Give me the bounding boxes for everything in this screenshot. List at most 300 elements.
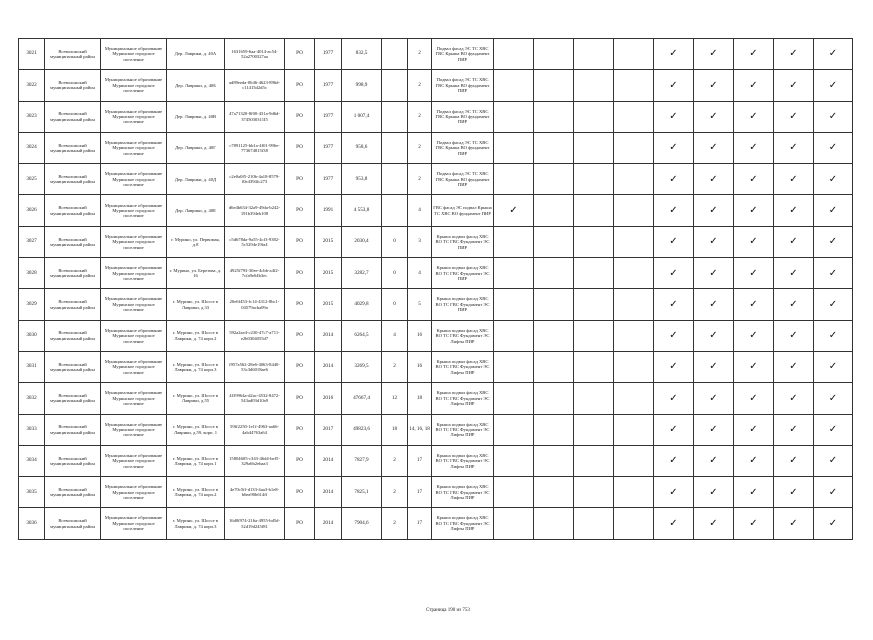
year-cell: 2015 <box>315 258 342 289</box>
empty-check-cell <box>574 320 614 351</box>
district-cell: Всеволожский муниципальный район <box>45 508 101 539</box>
count-a-cell: 2 <box>382 508 408 539</box>
checkmark-icon: ✓ <box>734 101 774 132</box>
area-cell: 953,8 <box>342 164 382 195</box>
empty-check-cell <box>534 195 574 226</box>
district-cell: Всеволожский муниципальный район <box>45 445 101 476</box>
code-cell: РО <box>285 477 315 508</box>
works-cell: Подвал фасад ЭС ТС ХВС ГВС Крыша ВО фундамент ПИР <box>432 132 494 163</box>
district-cell: Всеволожский муниципальный район <box>45 39 101 70</box>
checkmark-icon: ✓ <box>654 195 694 226</box>
area-cell: 4029,8 <box>342 289 382 320</box>
empty-check-cell <box>574 132 614 163</box>
address-cell: г. Мурино, ул. Шоссе в Лаврики, д. 74 корп.1 <box>167 445 225 476</box>
empty-check-cell <box>574 258 614 289</box>
settlement-cell: Муниципальное образование Муринское городское поселение <box>101 70 167 101</box>
settlement-cell: Муниципальное образование Муринское городское поселение <box>101 226 167 257</box>
registry-sheet <box>18 38 852 540</box>
area-cell: 6264,5 <box>342 320 382 351</box>
checkmark-icon: ✓ <box>734 383 774 414</box>
year-cell: 2014 <box>315 351 342 382</box>
checkmark-icon: ✓ <box>694 164 734 195</box>
house-id-cell: 592a2ae4-c230-47c7-a711-e2b0304055d7 <box>225 320 285 351</box>
checkmark-icon: ✓ <box>774 508 814 539</box>
table-row <box>19 351 853 382</box>
address-cell: г. Мурино, ул. Шоссе в Лаврики, д. 74 корп.3 <box>167 508 225 539</box>
area-cell: 832,5 <box>342 39 382 70</box>
checkmark-icon: ✓ <box>694 132 734 163</box>
row-number: 3034 <box>19 445 45 476</box>
registry-table <box>18 38 853 540</box>
table-row <box>19 195 853 226</box>
empty-check-cell <box>574 195 614 226</box>
code-cell: РО <box>285 351 315 382</box>
year-cell: 1977 <box>315 39 342 70</box>
checkmark-icon: ✓ <box>774 101 814 132</box>
district-cell: Всеволожский муниципальный район <box>45 289 101 320</box>
checkmark-icon: ✓ <box>694 258 734 289</box>
code-cell: РО <box>285 195 315 226</box>
checkmark-icon: ✓ <box>654 320 694 351</box>
table-row <box>19 226 853 257</box>
empty-check-cell <box>494 508 534 539</box>
house-id-cell: 4f39964a-d2ac-4532-8472-543ad03d10a9 <box>225 383 285 414</box>
empty-check-cell <box>614 320 654 351</box>
year-cell: 2014 <box>315 508 342 539</box>
house-id-cell: ad89eeda-0646-4623-896d-c11415d2d5c <box>225 70 285 101</box>
empty-check-cell <box>574 289 614 320</box>
empty-check-cell <box>574 101 614 132</box>
checkmark-icon: ✓ <box>814 414 853 445</box>
checkmark-icon: ✓ <box>694 508 734 539</box>
house-id-cell: c7891125-bb1a-4f01-996e-773674815f38 <box>225 132 285 163</box>
checkmark-icon: ✓ <box>734 132 774 163</box>
checkmark-icon: ✓ <box>814 508 853 539</box>
address-cell: г. Мурино, ул. Шоссе в Лаврики, д. 74 корп.2 <box>167 320 225 351</box>
address-cell: Дер. Лаврики, д. 40А <box>167 39 225 70</box>
table-row <box>19 414 853 445</box>
empty-check-cell <box>614 101 654 132</box>
year-cell: 1977 <box>315 132 342 163</box>
works-cell: Крыша подвал фасад ХВС ВО ТС ГВС Фундамент ЭС ПИР <box>432 289 494 320</box>
count-b-cell: 2 <box>408 70 432 101</box>
checkmark-icon: ✓ <box>734 226 774 257</box>
empty-check-cell <box>534 226 574 257</box>
checkmark-icon: ✓ <box>774 351 814 382</box>
count-a-cell: 2 <box>382 351 408 382</box>
settlement-cell: Муниципальное образование Муринское городское поселение <box>101 477 167 508</box>
works-cell: Крыша подвал фасад ХВС ВО ТС ГВС Фундамент ЭС Лифты ПИР <box>432 508 494 539</box>
count-a-cell <box>382 132 408 163</box>
works-cell: Подвал фасад ЭС ТС ХВС ГВС Крыша ВО фундамент ПИР <box>432 70 494 101</box>
house-id-cell: 20e6f453-fc14-4312-8bc1-04579acba09a <box>225 289 285 320</box>
row-number: 3021 <box>19 39 45 70</box>
house-id-cell: 59ff2250-1e1f-4963-aa66-4ab44763a64 <box>225 414 285 445</box>
district-cell: Всеволожский муниципальный район <box>45 320 101 351</box>
settlement-cell: Муниципальное образование Муринское городское поселение <box>101 351 167 382</box>
checkmark-icon: ✓ <box>774 477 814 508</box>
empty-check-cell <box>614 70 654 101</box>
address-cell: Дер. Лаврики, д. 40Е <box>167 195 225 226</box>
empty-check-cell <box>574 414 614 445</box>
checkmark-icon: ✓ <box>734 195 774 226</box>
empty-check-cell <box>614 383 654 414</box>
row-number: 3033 <box>19 414 45 445</box>
house-id-cell: 47a71320-8f00-431a-9d6d-3745030311I5 <box>225 101 285 132</box>
empty-check-cell <box>574 508 614 539</box>
checkmark-icon: ✓ <box>694 320 734 351</box>
code-cell: РО <box>285 101 315 132</box>
checkmark-icon: ✓ <box>814 289 853 320</box>
row-number: 3036 <box>19 508 45 539</box>
checkmark-icon: ✓ <box>694 477 734 508</box>
checkmark-icon: ✓ <box>694 445 734 476</box>
code-cell: РО <box>285 445 315 476</box>
year-cell: 2015 <box>315 226 342 257</box>
count-b-cell: 2 <box>408 39 432 70</box>
address-cell: Дер. Лаврики, д. 40Г <box>167 132 225 163</box>
year-cell: 2014 <box>315 320 342 351</box>
checkmark-icon: ✓ <box>814 351 853 382</box>
checkmark-icon: ✓ <box>654 101 694 132</box>
address-cell: Дер. Лаврики, д. 40В <box>167 101 225 132</box>
district-cell: Всеволожский муниципальный район <box>45 351 101 382</box>
empty-check-cell <box>614 39 654 70</box>
works-cell: Крыша подвал фасад ХВС ВО ТС ГВС Фундамент ЭС ПИР <box>432 258 494 289</box>
area-cell: 47667,4 <box>342 383 382 414</box>
area-cell: 958,6 <box>342 132 382 163</box>
area-cell: 7825,1 <box>342 477 382 508</box>
count-b-cell: 2 <box>408 164 432 195</box>
settlement-cell: Муниципальное образование Муринское городское поселение <box>101 508 167 539</box>
works-cell: Крыша подвал фасад ХВС ВО ТС ГВС Фундамент ЭС ПИР <box>432 226 494 257</box>
house-id-cell: 16d0f974-216a-4955-bd5d-52d19d245f81 <box>225 508 285 539</box>
checkmark-icon: ✓ <box>734 70 774 101</box>
checkmark-icon: ✓ <box>774 383 814 414</box>
district-cell: Всеволожский муниципальный район <box>45 477 101 508</box>
code-cell: РО <box>285 383 315 414</box>
checkmark-icon: ✓ <box>814 70 853 101</box>
settlement-cell: Муниципальное образование Муринское городское поселение <box>101 383 167 414</box>
empty-check-cell <box>534 508 574 539</box>
year-cell: 1977 <box>315 164 342 195</box>
settlement-cell: Муниципальное образование Муринское городское поселение <box>101 320 167 351</box>
checkmark-icon: ✓ <box>814 101 853 132</box>
address-cell: г. Мурино, ул. Первомая, д.8 <box>167 226 225 257</box>
count-b-cell: 16 <box>408 320 432 351</box>
row-number: 3029 <box>19 289 45 320</box>
empty-check-cell <box>534 445 574 476</box>
code-cell: РО <box>285 164 315 195</box>
count-b-cell: 16 <box>408 351 432 382</box>
checkmark-icon: ✓ <box>814 132 853 163</box>
count-b-cell: 17 <box>408 508 432 539</box>
settlement-cell: Муниципальное образование Муринское городское поселение <box>101 258 167 289</box>
checkmark-icon: ✓ <box>694 289 734 320</box>
empty-check-cell <box>534 320 574 351</box>
registry-rows <box>19 39 853 540</box>
district-cell: Всеволожский муниципальный район <box>45 258 101 289</box>
page-footer: Страница 190 из 753 <box>426 608 470 613</box>
empty-check-cell <box>614 164 654 195</box>
checkmark-icon: ✓ <box>734 508 774 539</box>
address-cell: Дер. Лаврики, д. 40Б <box>167 70 225 101</box>
checkmark-icon: ✓ <box>694 414 734 445</box>
row-number: 3028 <box>19 258 45 289</box>
row-number: 3031 <box>19 351 45 382</box>
row-number: 3023 <box>19 101 45 132</box>
empty-check-cell <box>494 164 534 195</box>
count-a-cell <box>382 195 408 226</box>
works-cell: Крыша подвал фасад ХВС ВО ТС ГВС Фундамент ЭС Лифты ПИР <box>432 383 494 414</box>
address-cell: г. Мурино, ул. Шоссе в Лаврики, д.59, корп. 1 <box>167 414 225 445</box>
checkmark-icon: ✓ <box>774 414 814 445</box>
address-cell: г. Мурино, ул. Шоссе в Лаврики, д. 74 корп.2 <box>167 477 225 508</box>
row-number: 3026 <box>19 195 45 226</box>
code-cell: РО <box>285 226 315 257</box>
count-b-cell: 2 <box>408 132 432 163</box>
empty-check-cell <box>534 132 574 163</box>
year-cell: 2016 <box>315 383 342 414</box>
checkmark-icon: ✓ <box>734 258 774 289</box>
checkmark-icon: ✓ <box>734 164 774 195</box>
works-cell: Крыша подвал фасад ХВС ВО ТС ГВС Фундамент ЭС Лифты ПИР <box>432 414 494 445</box>
empty-check-cell <box>534 164 574 195</box>
checkmark-icon: ✓ <box>654 258 694 289</box>
table-row <box>19 70 853 101</box>
checkmark-icon: ✓ <box>774 445 814 476</box>
table-row <box>19 320 853 351</box>
house-id-cell: 1631659-6aa-4014-ac54-52a2700327aa <box>225 39 285 70</box>
year-cell: 2017 <box>315 414 342 445</box>
empty-check-cell <box>614 445 654 476</box>
table-row <box>19 258 853 289</box>
row-number: 3032 <box>19 383 45 414</box>
empty-check-cell <box>574 70 614 101</box>
checkmark-icon: ✓ <box>734 351 774 382</box>
count-b-cell: 14, 16, 18 <box>408 414 432 445</box>
checkmark-icon: ✓ <box>814 226 853 257</box>
checkmark-icon: ✓ <box>814 320 853 351</box>
district-cell: Всеволожский муниципальный район <box>45 414 101 445</box>
count-a-cell <box>382 164 408 195</box>
checkmark-icon: ✓ <box>774 258 814 289</box>
empty-check-cell <box>534 383 574 414</box>
empty-check-cell <box>494 70 534 101</box>
count-a-cell <box>382 101 408 132</box>
checkmark-icon: ✓ <box>774 70 814 101</box>
checkmark-icon: ✓ <box>654 477 694 508</box>
empty-check-cell <box>494 39 534 70</box>
empty-check-cell <box>614 351 654 382</box>
count-b-cell: 4 <box>408 195 432 226</box>
checkmark-icon: ✓ <box>654 351 694 382</box>
settlement-cell: Муниципальное образование Муринское городское поселение <box>101 132 167 163</box>
table-row <box>19 39 853 70</box>
area-cell: 3269,5 <box>342 351 382 382</box>
works-cell: ГВС фасад ЭС подвал Крыша ТС ХВС ВО фундамент ПИР <box>432 195 494 226</box>
empty-check-cell <box>614 258 654 289</box>
empty-check-cell <box>614 195 654 226</box>
empty-check-cell <box>494 132 534 163</box>
code-cell: РО <box>285 70 315 101</box>
code-cell: РО <box>285 320 315 351</box>
works-cell: Подвал фасад ЭС ТС ХВС ГВС Крыша ВО фундамент ПИР <box>432 101 494 132</box>
empty-check-cell <box>614 289 654 320</box>
checkmark-icon: ✓ <box>774 289 814 320</box>
address-cell: г. Мурино, ул. Березова, д. 16 <box>167 258 225 289</box>
checkmark-icon: ✓ <box>814 477 853 508</box>
checkmark-icon: ✓ <box>654 383 694 414</box>
row-number: 3024 <box>19 132 45 163</box>
year-cell: 2015 <box>315 289 342 320</box>
area-cell: 998,9 <box>342 70 382 101</box>
count-a-cell: 2 <box>382 445 408 476</box>
checkmark-icon: ✓ <box>814 195 853 226</box>
row-number: 3025 <box>19 164 45 195</box>
checkmark-icon: ✓ <box>694 70 734 101</box>
empty-check-cell <box>494 226 534 257</box>
empty-check-cell <box>494 351 534 382</box>
settlement-cell: Муниципальное образование Муринское городское поселение <box>101 195 167 226</box>
district-cell: Всеволожский муниципальный район <box>45 164 101 195</box>
district-cell: Всеволожский муниципальный район <box>45 132 101 163</box>
table-row <box>19 132 853 163</box>
checkmark-icon: ✓ <box>654 226 694 257</box>
house-id-cell: 15804605-c343-46d4-bef5-329a6b2ebaa3 <box>225 445 285 476</box>
settlement-cell: Муниципальное образование Муринское городское поселение <box>101 289 167 320</box>
district-cell: Всеволожский муниципальный район <box>45 195 101 226</box>
district-cell: Всеволожский муниципальный район <box>45 226 101 257</box>
checkmark-icon: ✓ <box>814 39 853 70</box>
checkmark-icon: ✓ <box>734 477 774 508</box>
count-a-cell: 12 <box>382 383 408 414</box>
count-a-cell <box>382 70 408 101</box>
area-cell: 3282,7 <box>342 258 382 289</box>
empty-check-cell <box>494 414 534 445</box>
checkmark-icon: ✓ <box>734 39 774 70</box>
empty-check-cell <box>574 383 614 414</box>
checkmark-icon: ✓ <box>694 39 734 70</box>
settlement-cell: Муниципальное образование Муринское городское поселение <box>101 101 167 132</box>
checkmark-icon: ✓ <box>774 132 814 163</box>
house-id-cell: d6e4b634-32a9-49da-b242-191b394eb108 <box>225 195 285 226</box>
area-cell: 7904,6 <box>342 508 382 539</box>
empty-check-cell <box>614 414 654 445</box>
empty-check-cell <box>494 383 534 414</box>
house-id-cell: 4925f793-30ee-4cbb-a4f2-7cfa9e64b3ec <box>225 258 285 289</box>
checkmark-icon: ✓ <box>814 383 853 414</box>
empty-check-cell <box>614 477 654 508</box>
checkmark-icon: ✓ <box>654 164 694 195</box>
empty-check-cell <box>574 445 614 476</box>
checkmark-icon: ✓ <box>774 195 814 226</box>
checkmark-icon: ✓ <box>694 383 734 414</box>
code-cell: РО <box>285 414 315 445</box>
year-cell: 1991 <box>315 195 342 226</box>
house-id-cell: c5d678da-9a55-4cf3-9382-5c5294e19fa4 <box>225 226 285 257</box>
count-a-cell: 2 <box>382 477 408 508</box>
checkmark-icon: ✓ <box>654 39 694 70</box>
row-number: 3027 <box>19 226 45 257</box>
count-b-cell: 5 <box>408 289 432 320</box>
empty-check-cell <box>534 477 574 508</box>
empty-check-cell <box>574 351 614 382</box>
code-cell: РО <box>285 508 315 539</box>
district-cell: Всеволожский муниципальный район <box>45 70 101 101</box>
area-cell: 4 553,8 <box>342 195 382 226</box>
empty-check-cell <box>614 226 654 257</box>
empty-check-cell <box>574 226 614 257</box>
checkmark-icon: ✓ <box>494 195 534 226</box>
empty-check-cell <box>534 39 574 70</box>
checkmark-icon: ✓ <box>694 101 734 132</box>
district-cell: Всеволожский муниципальный район <box>45 383 101 414</box>
settlement-cell: Муниципальное образование Муринское городское поселение <box>101 39 167 70</box>
count-a-cell: 0 <box>382 289 408 320</box>
empty-check-cell <box>534 101 574 132</box>
area-cell: 49823,6 <box>342 414 382 445</box>
checkmark-icon: ✓ <box>774 164 814 195</box>
row-number: 3022 <box>19 70 45 101</box>
works-cell: Подвал фасад ЭС ТС ХВС ГВС Крыша ВО фундамент ПИР <box>432 164 494 195</box>
table-row <box>19 477 853 508</box>
count-b-cell: 3 <box>408 226 432 257</box>
empty-check-cell <box>534 289 574 320</box>
year-cell: 2014 <box>315 445 342 476</box>
works-cell: Подвал фасад ЭС ТС ХВС ГВС Крыша ВО фундамент ПИР <box>432 39 494 70</box>
count-a-cell: 4 <box>382 320 408 351</box>
checkmark-icon: ✓ <box>814 445 853 476</box>
works-cell: Крыша подвал фасад ХВС ВО ТС ГВС Фундамент ЭС Лифты ПИР <box>432 351 494 382</box>
checkmark-icon: ✓ <box>734 445 774 476</box>
checkmark-icon: ✓ <box>694 226 734 257</box>
empty-check-cell <box>574 39 614 70</box>
empty-check-cell <box>494 445 534 476</box>
checkmark-icon: ✓ <box>694 195 734 226</box>
district-cell: Всеволожский муниципальный район <box>45 101 101 132</box>
empty-check-cell <box>574 477 614 508</box>
checkmark-icon: ✓ <box>774 320 814 351</box>
area-cell: 2030,4 <box>342 226 382 257</box>
checkmark-icon: ✓ <box>654 445 694 476</box>
empty-check-cell <box>494 258 534 289</box>
table-row <box>19 383 853 414</box>
empty-check-cell <box>494 320 534 351</box>
checkmark-icon: ✓ <box>814 258 853 289</box>
count-a-cell: 0 <box>382 258 408 289</box>
checkmark-icon: ✓ <box>734 320 774 351</box>
empty-check-cell <box>494 101 534 132</box>
count-b-cell: 4 <box>408 258 432 289</box>
checkmark-icon: ✓ <box>654 289 694 320</box>
checkmark-icon: ✓ <box>654 70 694 101</box>
table-row <box>19 508 853 539</box>
settlement-cell: Муниципальное образование Муринское городское поселение <box>101 445 167 476</box>
empty-check-cell <box>534 70 574 101</box>
empty-check-cell <box>614 508 654 539</box>
code-cell: РО <box>285 289 315 320</box>
checkmark-icon: ✓ <box>814 164 853 195</box>
empty-check-cell <box>494 477 534 508</box>
empty-check-cell <box>574 164 614 195</box>
checkmark-icon: ✓ <box>774 226 814 257</box>
table-row <box>19 101 853 132</box>
empty-check-cell <box>534 414 574 445</box>
year-cell: 1977 <box>315 101 342 132</box>
code-cell: РО <box>285 39 315 70</box>
checkmark-icon: ✓ <box>774 39 814 70</box>
